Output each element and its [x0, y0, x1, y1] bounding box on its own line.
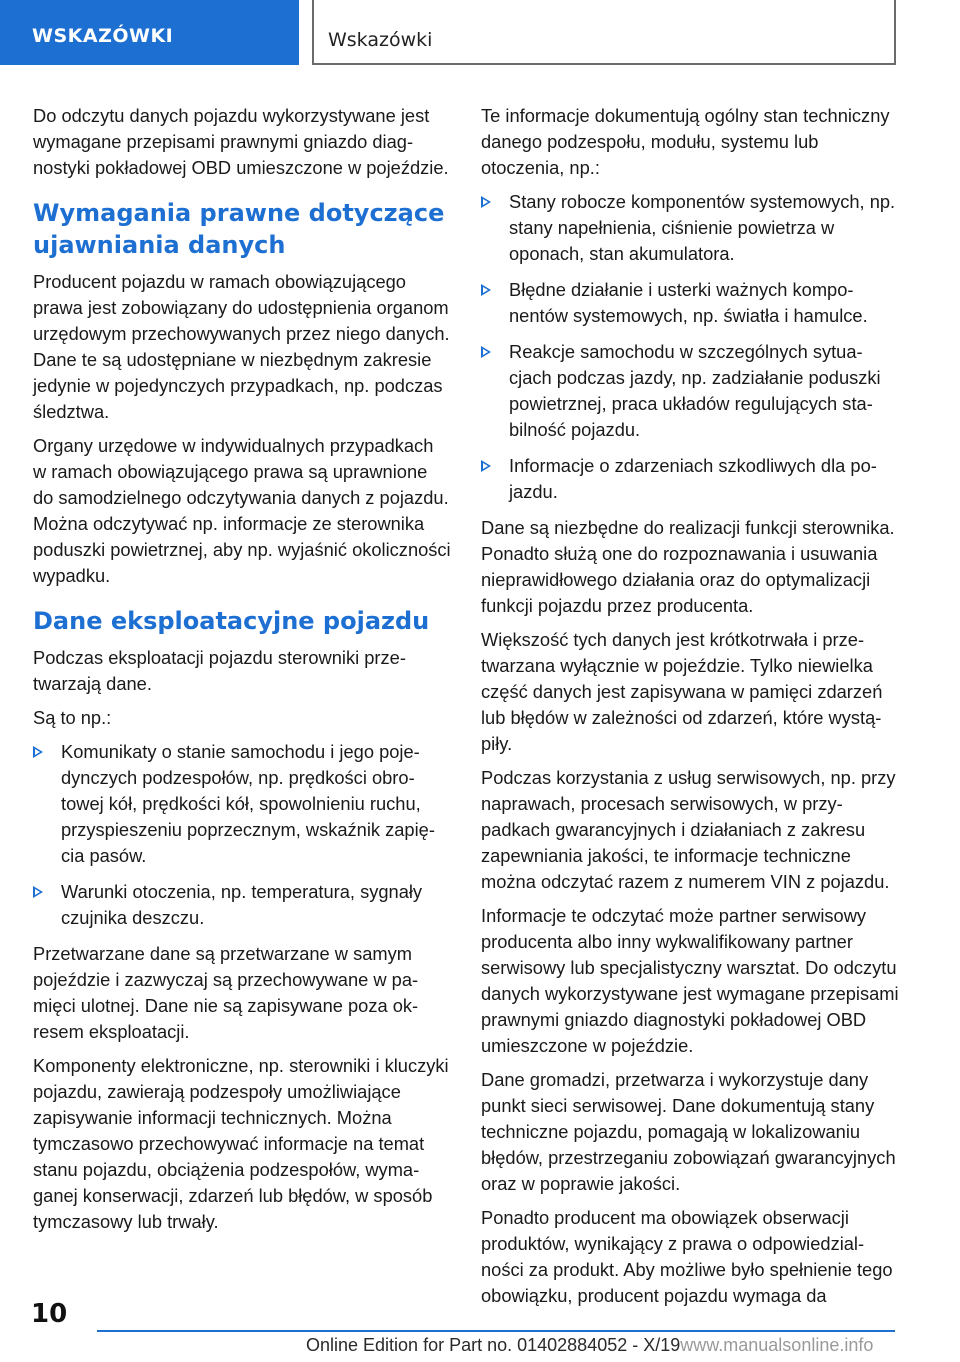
footer-edition: [306, 1335, 873, 1356]
triangle-bullet-icon: [33, 746, 43, 758]
section-tab: WSKAZÓWKI: [0, 0, 299, 65]
triangle-bullet-icon: [33, 886, 43, 898]
triangle-bullet-icon: [481, 284, 491, 296]
paragraph: Przetwarzane dane są przetwarzane w samym pojeździe i zazwyczaj są przechowywane w pamięci ulotnej. Dane nie są zapisywane poza okresem eksploatacji.: [33, 943, 419, 1042]
page-header-title: Wskazówki: [312, 0, 896, 65]
list-item: [481, 453, 899, 505]
list-item-text: Stany robocze komponentów systemowych, np. stany napełnienia, ciśnienie powietrza w oponach, stan akumulatora.: [509, 191, 896, 264]
triangle-bullet-icon: [481, 346, 491, 358]
paragraph: Te informacje dokumentują ogólny stan techniczny danego podzespołu, modułu, systemu lub otoczenia, np.:: [481, 105, 890, 178]
paragraph: Ponadto producent ma obowiązek obserwacji produktów, wynikający z prawa o odpowiedzialności za produkt. Aby możliwe było spełnienie tego obowiązku, producent pojazdu wymaga da: [481, 1207, 893, 1306]
paragraph: Informacje te odczytać może partner serwisowy producenta albo inny wykwalifikowany partner serwisowy lub specjalistyczny warsztat. Do odczytu danych wykorzystywane jest wymagane przepisami prawnymi gniazdo diagnostyki pokładowej OBD umieszczone w pojeździe.: [481, 905, 899, 1056]
edition-text: Online Edition for Part no. 01402884052 - X/19: [306, 1335, 681, 1355]
paragraph: Są to np.:: [33, 707, 112, 728]
list-item: [33, 879, 451, 931]
paragraph: Do odczytu danych pojazdu wykorzystywane jest wymagane przepisami prawnymi gniazdo diagnostyki pokładowej OBD umieszczone w pojeździe.: [33, 105, 449, 178]
list-item: [481, 339, 899, 443]
list-item: [33, 739, 451, 869]
bullet-list: [481, 189, 899, 505]
bullet-list: [33, 739, 451, 931]
paragraph: Podczas eksploatacji pojazdu sterowniki przetwarzają dane.: [33, 647, 406, 694]
list-item: [481, 189, 899, 267]
list-item: [481, 277, 899, 329]
list-item-text: Warunki otoczenia, np. temperatura, sygnały czujnika deszczu.: [61, 881, 423, 928]
paragraph: Komponenty elektroniczne, np. sterowniki i kluczyki pojazdu, zawierają podzespoły umożliwiające zapisywanie informacji technicznych. Można tymczasowo przechowywać informacje na temat stanu pojazdu, obciążenia podzespołów, wymaganej konserwacji, zdarzeń lub błędów, w sposób tymczasowy lub trwały.: [33, 1055, 449, 1232]
paragraph: Większość tych danych jest krótkotrwała i przetwarzana wyłącznie w pojeździe. Tylko niewielka część danych jest zapisywana w pamięci zdarzeń lub błędów w zależności od zdarzeń, które wystąpiły.: [481, 629, 883, 754]
section-heading: Wymagania prawne dotyczące ujawniania danych: [33, 199, 445, 259]
paragraph: Dane są niezbędne do realizacji funkcji sterownika. Ponadto służą one do rozpoznawania i usuwania nieprawidłowego działania oraz do optymalizacji funkcji pojazdu przez producenta.: [481, 517, 895, 616]
triangle-bullet-icon: [481, 460, 491, 472]
triangle-bullet-icon: [481, 196, 491, 208]
left-column: [33, 103, 451, 1243]
page-number: 10: [31, 1299, 68, 1329]
paragraph: Podczas korzystania z usług serwisowych, np. przy naprawach, procesach serwisowych, w przypadkach gwarancyjnych i działaniach z zakresu zapewniania jakości, te informacje techniczne można odczytać razem z numerem VIN z pojazdu.: [481, 767, 896, 892]
watermark-text: www.manualsonline.info: [680, 1335, 874, 1355]
section-heading: Dane eksploatacyjne pojazdu: [33, 607, 430, 635]
paragraph: Organy urzędowe w indywidualnych przypadkach w ramach obowiązującego prawa są uprawnione do samodzielnego odczytywania danych z pojazdu. Można odczytywać np. informacje ze sterownika poduszki powietrznej, aby np. wyjaśnić okoliczności wypadku.: [33, 435, 451, 586]
list-item-text: Informacje o zdarzeniach szkodliwych dla pojazdu.: [509, 455, 877, 502]
paragraph: Producent pojazdu w ramach obowiązującego prawa jest zobowiązany do udostępnienia organom urzędowym przechowywanych przez niego danych. Dane te są udostępniane w niezbędnym zakresie jedynie w pojedynczych przypadkach, np. podczas śledztwa.: [33, 271, 450, 422]
right-column: [481, 103, 899, 1317]
paragraph: Dane gromadzi, przetwarza i wykorzystuje dany punkt sieci serwisowej. Dane dokumentują stany techniczne pojazdu, pomagają w lokalizowaniu błędów, przestrzeganiu zobowiązań gwarancyjnych oraz w poprawie jakości.: [481, 1069, 896, 1194]
footer-divider: [97, 1330, 895, 1332]
list-item-text: Reakcje samochodu w szczególnych sytuacjach podczas jazdy, np. zadziałanie poduszki powietrznej, praca układów regulujących stabilność pojazdu.: [509, 341, 881, 440]
list-item-text: Błędne działanie i usterki ważnych komponentów systemowych, np. światła i hamulce.: [509, 279, 868, 326]
list-item-text: Komunikaty o stanie samochodu i jego pojedynczych podzespołów, np. prędkości obrotowej kół, prędkości kół, spowolnieniu ruchu, przyspieszeniu poprzecznym, wskaźnik zapięcia pasów.: [61, 741, 435, 866]
